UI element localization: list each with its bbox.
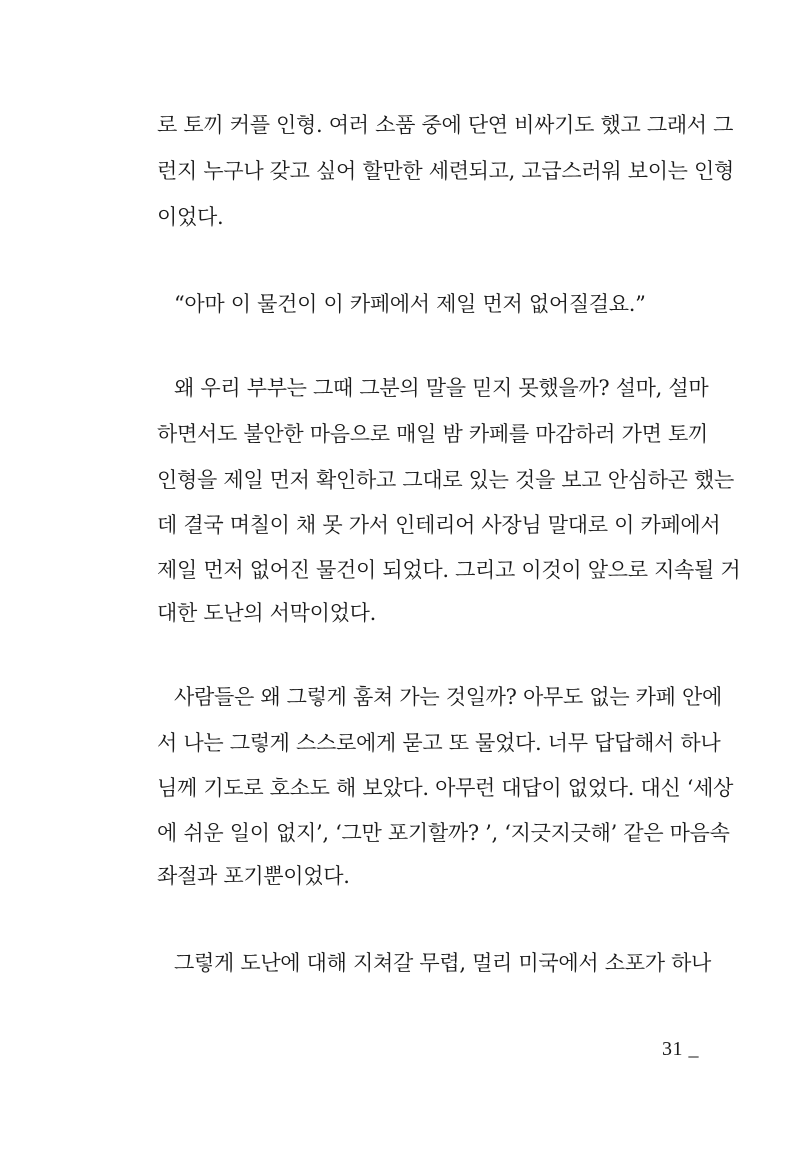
text-line: 로 토끼 커플 인형. 여러 소품 중에 단연 비싸기도 했고 그래서 그 bbox=[157, 113, 734, 137]
text-line: 대한 도난의 서막이었다. bbox=[157, 601, 376, 625]
text-line: 서 나는 그렇게 스스로에게 묻고 또 물었다. 너무 답답해서 하나 bbox=[157, 731, 721, 755]
text-line: 님께 기도로 호소도 해 보았다. 아무런 대답이 없었다. 대신 ‘세상 bbox=[157, 776, 734, 800]
text-line: 좌절과 포기뿐이었다. bbox=[157, 864, 350, 888]
text-line: 그렇게 도난에 대해 지쳐갈 무렵, 멀리 미국에서 소포가 하나 bbox=[174, 951, 712, 975]
text-line: 제일 먼저 없어진 물건이 되었다. 그리고 이것이 앞으로 지속될 거 bbox=[157, 558, 741, 582]
page-number: 31 _ bbox=[662, 1038, 699, 1060]
text-line: 사람들은 왜 그렇게 훔쳐 가는 것일까? 아무도 없는 카페 안에 bbox=[174, 685, 722, 709]
text-line: “아마 이 물건이 이 카페에서 제일 먼저 없어질걸요.” bbox=[174, 292, 646, 316]
text-line: 런지 누구나 갖고 싶어 할만한 세련되고, 고급스러워 보이는 인형 bbox=[157, 159, 735, 183]
text-line: 인형을 제일 먼저 확인하고 그대로 있는 것을 보고 안심하곤 했는 bbox=[157, 468, 735, 492]
text-line: 하면서도 불안한 마음으로 매일 밤 카페를 마감하러 가면 토끼 bbox=[157, 422, 708, 446]
text-line: 이었다. bbox=[157, 205, 224, 229]
text-line: 에 쉬운 일이 없지’, ‘그만 포기할까? ’, ‘지긋지긋해’ 같은 마음속 bbox=[157, 821, 730, 845]
text-line: 데 결국 며칠이 채 못 가서 인테리어 사장님 말대로 이 카페에서 bbox=[157, 513, 721, 537]
text-line: 왜 우리 부부는 그때 그분의 말을 믿지 못했을까? 설마, 설마 bbox=[174, 376, 709, 400]
